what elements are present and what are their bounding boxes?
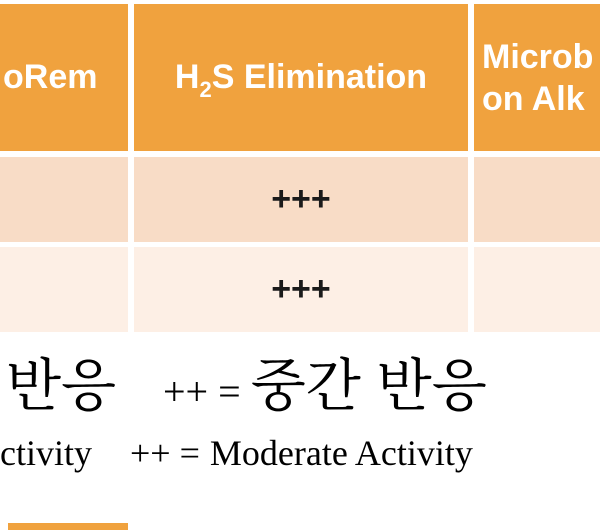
table-row-1 <box>0 157 600 242</box>
activity-table <box>0 4 600 332</box>
row1-cell-biorem <box>0 157 128 242</box>
row1-cell-microbial <box>474 157 600 242</box>
legend-korean-left-fragment: 반응 <box>6 354 117 418</box>
legend-english-symbol: ++ = <box>130 433 200 473</box>
bottom-orange-bar <box>8 523 128 530</box>
header-label-microbial-line1: Microb <box>482 37 594 76</box>
header-label-microbial-line2: on Alk <box>482 79 585 118</box>
header-label-biorem: oRem <box>3 58 98 96</box>
header-cell-biorem <box>0 4 128 151</box>
h2s-subscript: 2 <box>199 77 212 102</box>
legend-line-english <box>0 435 600 483</box>
header-cell-microbial <box>474 4 600 151</box>
row2-cell-biorem <box>0 247 128 332</box>
legend-english-text: Moderate Activity <box>209 433 473 473</box>
legend-korean-moderate <box>163 354 487 418</box>
table-header-row <box>0 4 600 151</box>
row2-cell-microbial <box>474 247 600 332</box>
row2-cell-h2s-value: +++ <box>134 247 468 332</box>
legend-line-korean <box>0 354 600 418</box>
legend-english-moderate <box>130 435 473 471</box>
header-cell-h2s-elimination <box>134 4 468 151</box>
legend-english-left-fragment: ctivity <box>0 433 92 473</box>
table-row-2 <box>0 247 600 332</box>
header-label-h2s-elimination: $H_2S$ Elimination <box>174 58 428 102</box>
legend-korean-symbol: ++ = <box>163 369 241 414</box>
row1-cell-h2s-value: +++ <box>134 157 468 242</box>
legend-korean-text: 중간 반응 <box>250 354 487 418</box>
